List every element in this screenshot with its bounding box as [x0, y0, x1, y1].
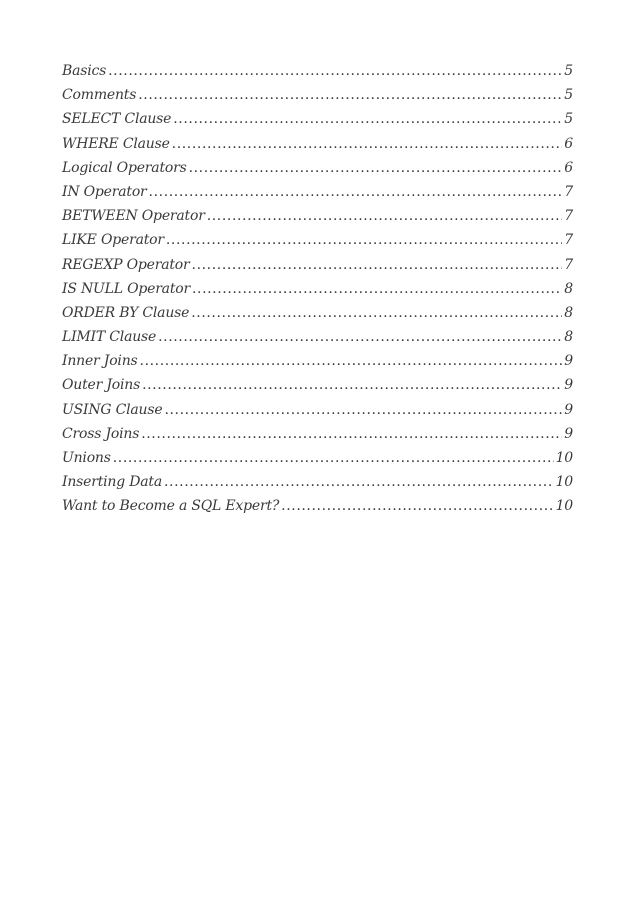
toc-entry-title: REGEXP Operator [62, 256, 190, 273]
toc-entry-title: Inserting Data [62, 474, 162, 491]
toc-entry[interactable] [62, 160, 573, 184]
dot-leader [141, 426, 562, 442]
toc-entry-page-number: 8 [564, 304, 573, 321]
toc-entry-title: LIKE Operator [62, 232, 164, 249]
dot-leader [192, 281, 562, 297]
toc-entry-title: BETWEEN Operator [62, 208, 205, 225]
toc-entry-page-number: 10 [555, 498, 573, 515]
toc-entry[interactable] [62, 184, 573, 208]
dot-leader [108, 63, 562, 79]
toc-entry-title: IN Operator [62, 183, 147, 200]
toc-entry-title: USING Clause [62, 401, 163, 418]
toc-entry[interactable] [62, 281, 573, 305]
dot-leader [189, 160, 563, 176]
toc-entry[interactable] [62, 111, 573, 135]
dot-leader [166, 232, 562, 248]
toc-entry[interactable] [62, 208, 573, 232]
table-of-contents [62, 63, 573, 523]
toc-entry[interactable] [62, 63, 573, 87]
toc-entry-page-number: 9 [564, 377, 573, 394]
dot-leader [140, 353, 563, 369]
toc-entry-page-number: 9 [564, 425, 573, 442]
toc-entry-title: Unions [62, 450, 111, 466]
dot-leader [142, 377, 562, 393]
dot-leader [149, 184, 563, 200]
dot-leader [192, 257, 563, 273]
dot-leader [113, 450, 554, 466]
toc-entry[interactable] [62, 232, 573, 256]
dot-leader [164, 474, 554, 490]
toc-entry-page-number: 7 [564, 208, 573, 225]
toc-entry-page-number: 5 [564, 87, 573, 104]
toc-entry-page-number: 8 [564, 329, 573, 346]
toc-entry-title: SELECT Clause [62, 111, 172, 128]
toc-entry[interactable] [62, 329, 573, 353]
toc-entry-page-number: 10 [555, 474, 573, 491]
dot-leader [172, 136, 563, 152]
toc-entry[interactable] [62, 402, 573, 426]
toc-entry-page-number: 9 [564, 401, 573, 418]
toc-entry[interactable] [62, 377, 573, 401]
toc-entry-page-number: 8 [564, 280, 573, 297]
toc-entry-page-number: 6 [564, 135, 573, 152]
toc-entry-title: Cross Joins [62, 425, 140, 442]
toc-entry-page-number: 7 [564, 183, 573, 200]
toc-entry[interactable] [62, 498, 573, 522]
toc-entry[interactable] [62, 87, 573, 111]
toc-entry-title: Want to Become a SQL Expert? [62, 498, 280, 515]
toc-entry[interactable] [62, 136, 573, 160]
toc-entry-page-number: 5 [564, 63, 573, 79]
toc-entry-title: Outer Joins [62, 377, 141, 394]
toc-entry-title: Logical Operators [62, 159, 187, 176]
dot-leader [164, 402, 562, 418]
dot-leader [158, 329, 562, 345]
toc-entry-page-number: 6 [564, 159, 573, 176]
toc-entry-title: Inner Joins [62, 353, 138, 370]
toc-entry-title: LIMIT Clause [62, 329, 157, 346]
toc-entry[interactable] [62, 257, 573, 281]
toc-entry[interactable] [62, 426, 573, 450]
toc-entry-page-number: 9 [564, 353, 573, 370]
dot-leader [138, 87, 562, 103]
toc-entry-title: Comments [62, 87, 137, 104]
toc-entry-title: ORDER BY Clause [62, 304, 190, 321]
toc-entry[interactable] [62, 450, 573, 474]
toc-entry-title: WHERE Clause [62, 135, 170, 152]
toc-entry[interactable] [62, 353, 573, 377]
dot-leader [173, 111, 562, 127]
toc-entry-title: IS NULL Operator [62, 280, 190, 297]
toc-entry-page-number: 5 [564, 111, 573, 128]
toc-entry-page-number: 7 [564, 232, 573, 249]
dot-leader [191, 305, 562, 321]
toc-entry[interactable] [62, 305, 573, 329]
toc-entry-title: Basics [62, 63, 107, 79]
dot-leader [207, 208, 563, 224]
toc-entry-page-number: 10 [555, 450, 573, 466]
toc-entry-page-number: 7 [564, 256, 573, 273]
toc-entry[interactable] [62, 474, 573, 498]
dot-leader [281, 498, 553, 514]
